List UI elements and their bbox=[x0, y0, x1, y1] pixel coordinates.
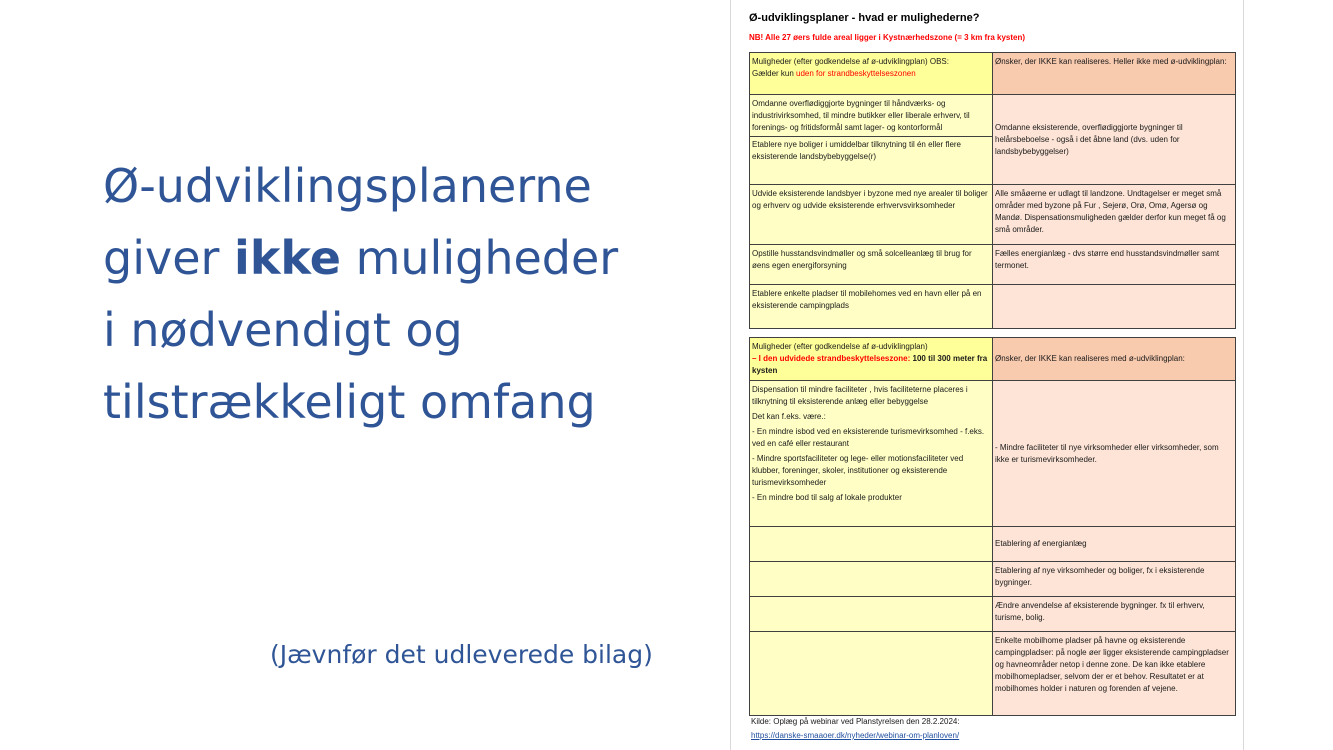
table2-row1-left-e: - En mindre bod til salg af lokale produkter bbox=[752, 493, 902, 502]
source-link-wrap bbox=[751, 730, 959, 742]
table2-row1-left-c: - En mindre isbod ved en eksisterende turismevirksomhed - f.eks. ved en café eller restaurant bbox=[752, 427, 985, 448]
headline-line-2-pre: giver bbox=[103, 231, 235, 285]
table1-row2-right: Alle småøerne er udlagt til landzone. Undtagelser er meget små områder med byzone på Fur , Sejerø, Orø, Omø, Agersø og Mandø. Dispensationsmuligheden gælder derfor kun meget få og små områder. bbox=[993, 185, 1236, 245]
table2-header-left bbox=[750, 338, 993, 381]
reference-note: (Jævnfør det udleverede bilag) bbox=[270, 640, 653, 669]
table2-row2-right: Etablering af energianlæg bbox=[993, 527, 1236, 562]
table2-row5-right: Enkelte mobilhome pladser på havne og eksisterende campingpladser: på nogle øer ligger eksisterende campingpladser og havneområder netop i denne zone. De kan ikke etablere mobilhomepladser, selvom der er et behov. Resultatet er at mobilhomes holder i naturen og forenden af vejene. bbox=[993, 632, 1236, 716]
headline bbox=[103, 150, 703, 438]
headline-line-1: Ø-udviklingsplanerne bbox=[103, 159, 592, 213]
options-table-1 bbox=[749, 52, 1236, 329]
table1-row1-right: Omdanne eksisterende, overflødiggjorte bygninger til helårsbeboelse - også i det åbne land (dvs. uden for landsbybebyggelser) bbox=[993, 95, 1236, 185]
table1-row1-left-a: Omdanne overflødiggjorte bygninger til håndværks- og industrivirksomhed, til mindre butikker eller liberale erhverv, til forenings- og fritidsformål samt lager- og kontorformål bbox=[752, 99, 970, 132]
table2-row1-left-d: - Mindre sportsfaciliteter og lege- eller motionsfaciliteter ved klubber, foreninger, skoler, institutioner og eksisterende turismevirksomheder bbox=[752, 454, 964, 487]
table1-row1-left bbox=[750, 95, 993, 185]
document-page bbox=[730, 0, 1244, 750]
source-label: Kilde: Oplæg på webinar ved Planstyrelsen den 28.2.2024: bbox=[751, 717, 960, 726]
headline-line-2 bbox=[103, 222, 703, 294]
headline-line-2-post: muligheder bbox=[340, 231, 619, 285]
headline-line-3: i nødvendigt og bbox=[103, 303, 463, 357]
table2-row1-right: - Mindre faciliteter til nye virksomheder eller virksomheder, som ikke er turismevirksomheder. bbox=[993, 381, 1236, 527]
table1-row2-left: Udvide eksisterende landsbyer i byzone med nye arealer til boliger og erhverv og udvide eksisterende erhvervsvirksomheder bbox=[750, 185, 993, 245]
table2-header-right: Ønsker, der IKKE kan realiseres med ø-udviklingplan: bbox=[993, 338, 1236, 381]
table2-row2-left bbox=[750, 527, 993, 562]
table1-header-left-text-b: Gælder kun bbox=[752, 69, 797, 78]
table1-row3-right: Fælles energianlæg - dvs større end husstandsvindmøller samt termonet. bbox=[993, 245, 1236, 285]
table2-row4-right: Ændre anvendelse af eksisterende bygninger. fx til erhverv, turisme, bolig. bbox=[993, 597, 1236, 632]
table2-header-left-text: Muligheder (efter godkendelse af ø-udviklingplan) bbox=[752, 342, 928, 351]
table1-row1-left-b: Etablere nye boliger i umiddelbar tilknytning til én eller flere eksisterende landsbybebyggelse(r) bbox=[750, 136, 992, 163]
options-table-2 bbox=[749, 337, 1236, 716]
table2-row5-left bbox=[750, 632, 993, 716]
table2-row1-left-a: Dispensation til mindre faciliteter , hvis faciliteterne placeres i tilknytning til eksisterende anlæg eller bebyggelse bbox=[752, 385, 968, 406]
source-link[interactable]: https://danske-smaaoer.dk/nyheder/webinar-om-planloven/ bbox=[751, 731, 960, 740]
document-note: NB! Alle 27 øers fulde areal ligger i Kystnærhedszone (= 3 km fra kysten) bbox=[749, 33, 1026, 42]
table2-header-left-red: – I den udvidede strandbeskyttelseszone: bbox=[752, 354, 911, 363]
table1-row4-right bbox=[993, 285, 1236, 329]
table1-header-left-text: Muligheder (efter godkendelse af ø-udviklingplan) OBS: bbox=[752, 57, 949, 66]
table1-row3-left: Opstille husstandsvindmøller og små solcelleanlæg til brug for øens egen energiforsyning bbox=[750, 245, 993, 285]
table1-row4-left: Etablere enkelte pladser til mobilehomes ved en havn eller på en eksisterende campingplads bbox=[750, 285, 993, 329]
table2-header-left-text-b: 100 til 300 meter fra kysten bbox=[752, 354, 988, 375]
table2-row3-left bbox=[750, 562, 993, 597]
table2-row1-left bbox=[750, 381, 993, 527]
table1-header-left-red: uden for strandbeskyttelseszonen bbox=[796, 69, 916, 78]
table1-header-right: Ønsker, der IKKE kan realiseres. Heller ikke med ø-udviklingplan: bbox=[993, 53, 1236, 95]
headline-line-4: tilstrækkeligt omfang bbox=[103, 375, 596, 429]
table1-header-left bbox=[750, 53, 993, 95]
table2-row1-left-b: Det kan f.eks. være.: bbox=[752, 412, 826, 421]
document-title: Ø-udviklingsplaner - hvad er mulighederne? bbox=[749, 12, 980, 24]
table2-row4-left bbox=[750, 597, 993, 632]
table2-row3-right: Etablering af nye virksomheder og boliger, fx i eksisterende bygninger. bbox=[993, 562, 1236, 597]
headline-emphasis: ikke bbox=[234, 231, 341, 285]
